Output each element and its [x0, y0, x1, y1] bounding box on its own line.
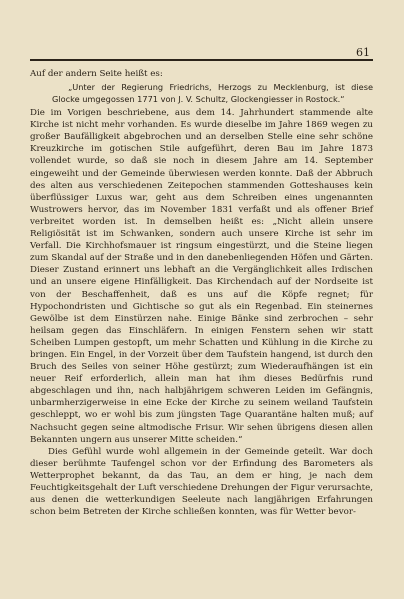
header-rule [30, 59, 373, 61]
inscription-quote: „Unter der Regierung Friedrichs, Herzogs zu Mecklenburg, ist diese Glocke umgegossen 1771 von J. V. Schultz, Glockengiesser in Rostock.“ [52, 82, 373, 105]
paragraph-1: Die im Vorigen beschriebene, aus dem 14. Jahrhundert stammende alte Kirche ist nicht mehr vorhanden. Es wurde dieselbe im Jahre 1869 wegen zu großer Baufälligkeit abgebrochen und an derselben Stelle eine sehr schöne Kreuzkirche im gotischen Stile aufgeführt, deren Bau im Jahre 1873 vollendet wurde, so daß sie noch in diesem Jahre am 14. September eingeweiht und der Gemeinde überwiesen werden konnte. Daß der Abbruch des alten aus verschiedenen Zeitepochen stammenden Gotteshauses kein überflüssiger Luxus war, geht aus dem Schreiben eines ungenannten Wustrowers hervor, das im November 1831 verfaßt und als offener Brief verbreitet worden ist. In demselben heißt es: „Nicht allein unsere Religiösität ist im Schwanken, sondern auch unsere Kirche ist sehr im Verfall. Die Kirchhofsmauer ist ringsum eingestürzt, und die Steine liegen zum Skandal auf der Straße und in den danebenliegenden Höfen und Gärten. Dieser Zustand erinnert uns lebhaft an die Vergänglichkeit alles Irdischen und an unsere eigene Hinfälligkeit. Das Kirchendach auf der Nordseite ist von der Beschaffenheit, daß es uns auf die Köpfe regnet; für Hypochondristen und Gichtische so gut als ein Regenbad. Ein steinernes Gewölbe ist dem Einstürzen nahe. Einige Bänke sind zerbrochen – sehr heilsam gegen das Einschläfern. In einigen Fenstern sehen wir statt Scheiben Lumpen gestopft, um mehr Schatten und Kühlung in die Kirche zu bringen. Ein Engel, in der Vorzeit über dem Taufstein hangend, ist durch den Bruch des Seiles von seiner Höhe gestürzt; zum Wiederaufhängen ist ein neuer Reif erforderlich, allein man hat ihm dieses Bedürfnis rund abgeschlagen und ihn, nach halbjährigem schweren Leiden im Gefängnis, unbarmherzigerweise in eine Ecke der Kirche zu seinem weiland Taufstein geschleppt, wo er wohl bis zum jüngsten Tage Quarantäne halten muß; auf Nachsucht gegen seine altmodische Frisur. Wir sehen übrigens diesen allen Bekannten ungern aus unserer Mitte scheiden.“ [30, 108, 373, 445]
paragraph-2: Dies Gefühl wurde wohl allgemein in der Gemeinde geteilt. War doch dieser berühmte Taufengel schon vor der Erfindung des Barometers als Wetterprophet bekannt, da das Tau, an dem er hing, je nach dem Feuchtigkeitsgehalt der Luft verschiedene Drehungen der Figur verursachte, aus denen die wetterkundigen Seeleute nach langjährigen Erfahrungen schon beim Betreten der Kirche schließen konnten, was für Wetter bevor- [30, 446, 373, 518]
body-text [30, 68, 373, 518]
lead-line: Auf der andern Seite heißt es: [30, 69, 163, 79]
page-number: 61 [356, 46, 370, 59]
